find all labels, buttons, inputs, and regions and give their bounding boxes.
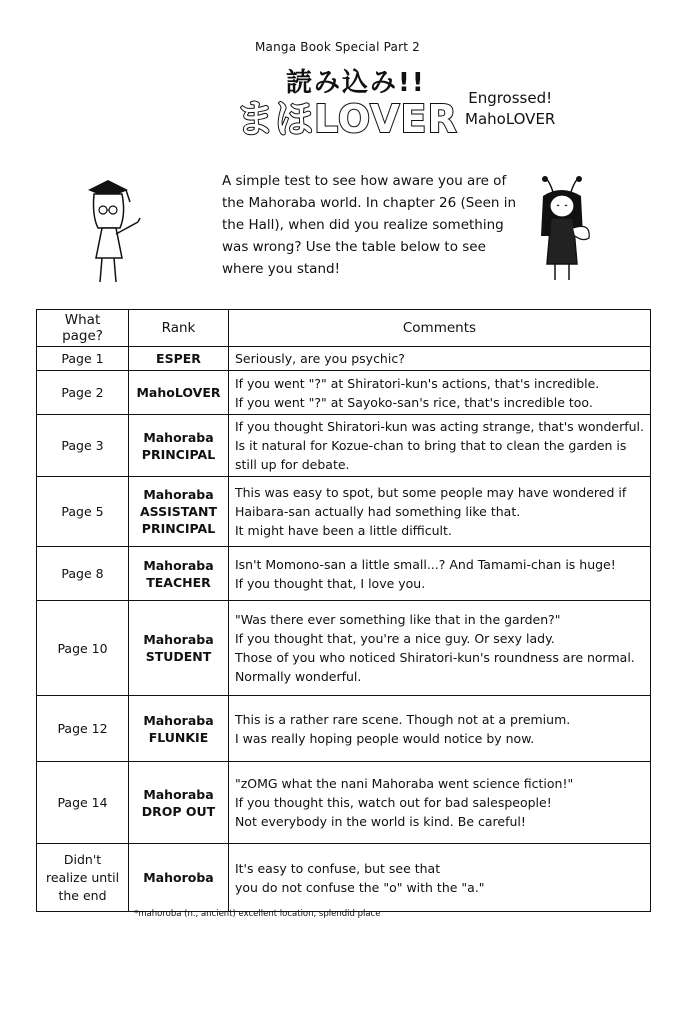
comment-line: If you went "?" at Shiratori-kun's actions, that's incredible. [234,375,600,391]
rank-line: Mahoraba [143,557,214,573]
rank-cell [129,371,229,415]
character-left [80,178,150,292]
table-row [37,415,651,477]
rank-line: FLUNKIE [148,729,209,745]
logo-main: まほLOVER [236,97,458,141]
girl-with-graduation-cap-icon [80,178,150,288]
page-cell: Didn't realize until the end [37,844,129,912]
comment-line: If you thought that, I love you. [234,575,426,591]
table-row [37,547,651,601]
comment-line: It might have been a little difficult. [234,523,452,538]
rank-line: Mahoroba [143,870,214,885]
comment-line: Normally wonderful. [234,669,362,684]
rank-line: PRINCIPAL [141,521,216,536]
table-row [37,371,651,415]
table-row [37,762,651,844]
comment-line: Those of you who noticed Shiratori-kun's roundness are normal. [234,650,635,665]
comment-line: If you thought that, you're a nice guy. Or sexy lady. [234,631,555,646]
rank-line: TEACHER [146,574,211,590]
rank-cell [129,547,229,601]
comment-line: you do not confuse the "o" with the "a." [234,879,485,895]
rank-cell [129,844,229,912]
rank-line: Mahoraba [143,429,214,445]
header-rank: Rank [129,310,229,347]
rank-line: Mahoraba [143,786,214,802]
table-row [37,696,651,762]
rank-line: Mahoraba [143,712,214,728]
page-cell: Page 12 [37,696,129,762]
table-header-row [37,310,651,347]
rank-cell [129,477,229,547]
comment-cell [228,415,650,477]
header-subtitle: Manga Book Special Part 2 [255,40,420,54]
table-row [37,601,651,696]
rank-line: PRINCIPAL [141,446,216,462]
rank-line: ASSISTANT [139,504,217,519]
header-what-page: What page? [37,310,129,347]
girl-with-antennae-icon [533,176,593,286]
comment-line: still up for debate. [234,457,350,472]
page-cell: Page 1 [37,347,129,371]
comment-line: If you thought this, watch out for bad salespeople! [234,795,552,810]
comment-cell [228,696,650,762]
table-row [37,347,651,371]
page-cell: Page 14 [37,762,129,844]
comment-cell [228,347,650,371]
comment-line: Haibara-san actually had something like that. [234,504,521,519]
page-cell: Page 5 [37,477,129,547]
comment-line: Not everybody in the world is kind. Be careful! [234,814,526,829]
rank-table [36,309,651,912]
comment-cell [228,601,650,696]
comment-line: I was really hoping people would notice by now. [234,730,535,746]
rank-line: DROP OUT [141,803,216,819]
comment-line: "zOMG what the nani Mahoraba went science fiction!" [234,776,574,791]
comment-line: Is it natural for Kozue-chan to bring that to clean the garden is [234,438,627,453]
character-right [533,176,593,290]
comment-cell [228,844,650,912]
rank-line: ESPER [156,351,201,366]
comment-cell [228,762,650,844]
comment-cell [228,547,650,601]
rank-line: STUDENT [145,649,212,664]
comment-line: If you thought Shiratori-kun was acting strange, that's wonderful. [234,419,644,434]
rank-line: Mahoraba [143,632,214,647]
comment-line: Seriously, are you psychic? [234,351,405,366]
comment-line: It's easy to confuse, but see that [234,860,441,876]
logo-japanese: 読み込み!! [286,68,426,98]
page-cell: Page 8 [37,547,129,601]
rank-cell [129,347,229,371]
intro-text: A simple test to see how aware you are of the Mahoraba world. In chapter 26 (Seen in the Hall), when did you realize something was wrong? Use the table below to see where you stand! [222,173,517,277]
logo-english-line1: Engrossed! [468,89,553,107]
comment-cell [228,371,650,415]
comment-line: This was easy to spot, but some people may have wondered if [234,485,627,500]
logo-english [465,88,555,130]
rank-cell [129,762,229,844]
rank-line: Mahoraba [143,487,214,502]
comment-line: If you went "?" at Sayoko-san's rice, that's incredible too. [234,394,593,410]
comment-cell [228,477,650,547]
page-cell: Page 2 [37,371,129,415]
rank-line: MahoLOVER [136,385,221,400]
footnote: *mahoroba (n., ancient) excellent location, splendid place [134,909,381,919]
comment-line: Isn't Momono-san a little small...? And Tamami-chan is huge! [234,556,616,572]
page-cell: Page 3 [37,415,129,477]
rank-cell [129,601,229,696]
table-row [37,844,651,912]
comment-line: "Was there ever something like that in the garden?" [234,612,561,627]
comment-line: This is a rather rare scene. Though not at a premium. [234,711,571,727]
table-row [37,477,651,547]
header-comments: Comments [228,310,650,347]
logo-english-line2: MahoLOVER [465,110,556,128]
page-cell: Page 10 [37,601,129,696]
rank-cell [129,415,229,477]
rank-cell [129,696,229,762]
